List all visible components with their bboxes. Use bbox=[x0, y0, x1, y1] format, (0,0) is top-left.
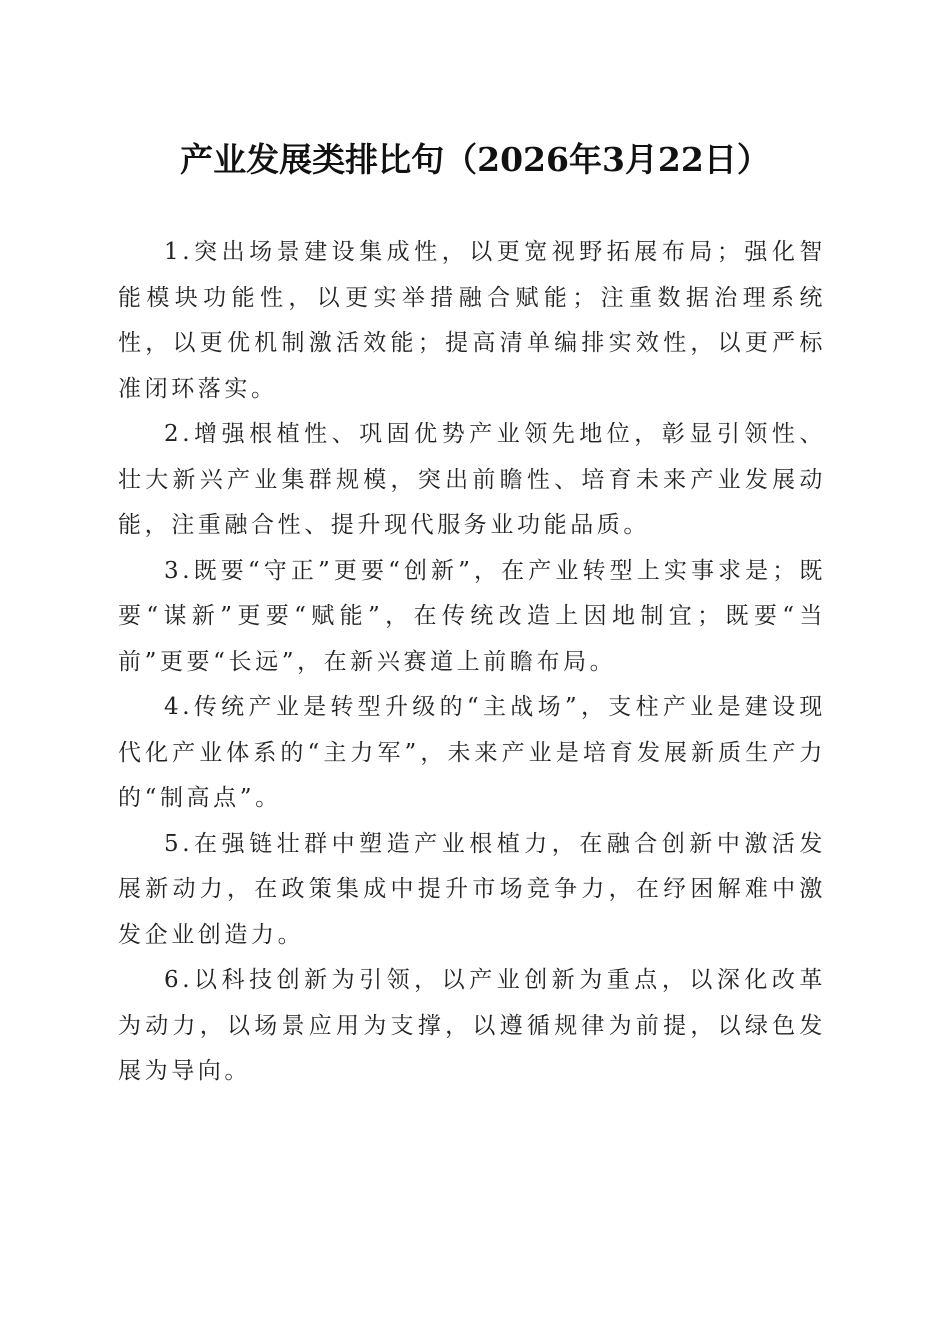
paragraph-4: 4.传统产业是转型升级的“主战场”，支柱产业是建设现代化产业体系的“主力军”，未来产业是培育发展新质生产力的“制高点”。 bbox=[118, 694, 826, 811]
paragraph-3: 3.既要“守正”更要“创新”，在产业转型上实事求是；既要“谋新”更要“赋能”，在传统改造上因地制宜；既要“当前”更要“长远”，在新兴赛道上前瞻布局。 bbox=[118, 557, 826, 675]
paragraph-5: 5.在强链壮群中塑造产业根植力，在融合创新中激活发展新动力，在政策集成中提升市场竞争力，在纾困解难中激发企业创造力。 bbox=[118, 830, 826, 948]
paragraph-6: 6.以科技创新为引领，以产业创新为重点，以深化改革为动力，以场景应用为支撑，以遵循规律为前提，以绿色发展为导向。 bbox=[118, 967, 826, 1084]
paragraph-2: 2.增强根植性、巩固优势产业领先地位，彰显引领性、壮大新兴产业集群规模，突出前瞻性、培育未来产业发展动能，注重融合性、提升现代服务业功能品质。 bbox=[118, 421, 826, 538]
document-body bbox=[118, 230, 826, 1095]
paragraph-1: 1.突出场景建设集成性，以更宽视野拓展布局；强化智能模块功能性，以更实举措融合赋能；注重数据治理系统性，以更优机制激活效能；提高清单编排实效性，以更严标准闭环落实。 bbox=[118, 239, 826, 402]
document-title: 产业发展类排比句（2026年3月22日） bbox=[180, 140, 770, 179]
